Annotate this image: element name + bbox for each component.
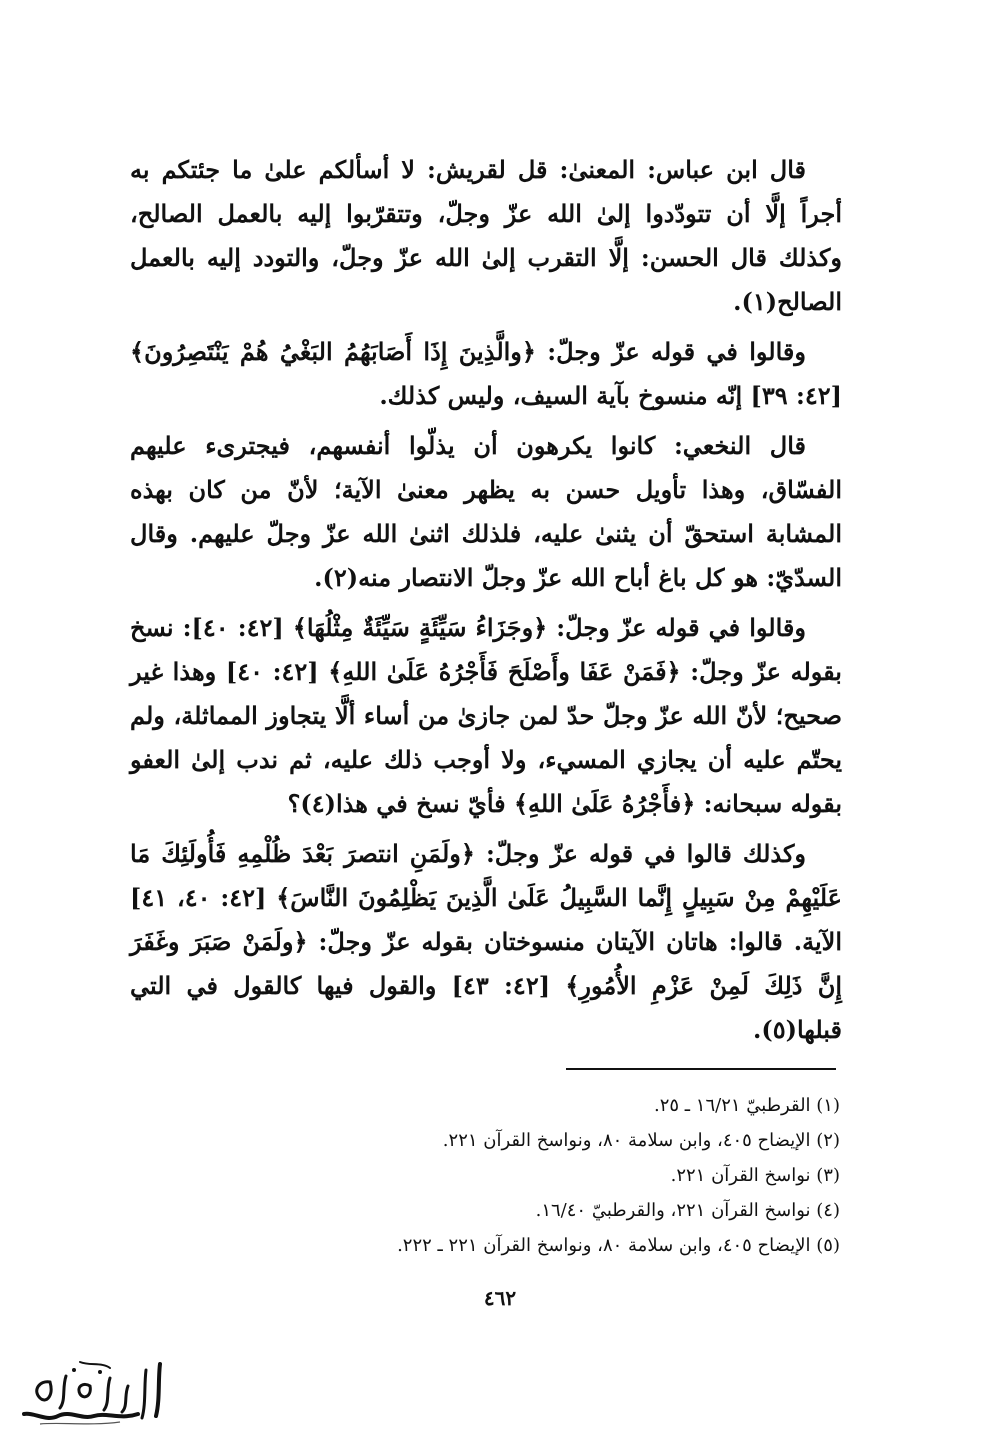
- footnote-3: (٣) نواسخ القرآن ٢٢١.: [670, 1165, 840, 1186]
- calligraphy-stamp-icon: [10, 1356, 170, 1430]
- paragraph-2: وقالوا في قوله عزّ وجلّ: ﴿والَّذِينَ إِذَا أَصَابَهُمُ البَغْيُ هُمْ يَنْتَصِرُونَ﴾ [٤٢: ٣٩] إنّه منسوخ بآية السيف، وليس كذلك.: [130, 337, 842, 410]
- footnote-separator: [566, 1068, 836, 1070]
- paragraph-5: وكذلك قالوا في قوله عزّ وجلّ: ﴿ولَمَنِ انتصرَ بَعْدَ ظُلْمِهِ فَأُولَئِكَ مَا عَلَيْهِمْ مِنْ سَبِيلٍ إِنَّما السَّبِيلُ عَلَىٰ الَّذِينَ يَظْلِمُونَ النَّاسَ﴾ [٤٢: ٤٠، ٤١] الآية. قالوا: هاتان الآيتان منسوختان بقوله عزّ وجلّ: ﴿ولَمَنْ صَبَرَ وغَفَرَ إِنَّ ذَلِكَ لَمِنْ عَزْمِ الأُمُورِ﴾ [٤٢: ٤٣] والقول فيها كالقول في التي قبلها(٥).: [130, 839, 843, 1044]
- page-number: ٤٦٢: [483, 1286, 517, 1310]
- paragraph-3: قال النخعي: كانوا يكرهون أن يذلّوا أنفسهم، فيجترىء عليهم الفسّاق، وهذا تأويل حسن به يظهر معنىٰ الآية؛ لأنّ من كان بهذه المشابة استحقّ أن يثنىٰ عليه، فلذلك اثنىٰ الله عزّ وجلّ عليهم. وقال السدّيّ: هو كل باغ أباح الله عزّ وجلّ الانتصار منه(٢).: [130, 431, 842, 592]
- footnote-4: (٤) نواسخ القرآن ٢٢١، والقرطبيّ ١٦/٤٠.: [535, 1200, 840, 1221]
- footnote-2: (٢) الإيضاح ٤٠٥، وابن سلامة ٨٠، ونواسخ القرآن ٢٢١.: [442, 1130, 840, 1151]
- footnote-1: (١) القرطبيّ ١٦/٢١ ـ ٢٥.: [654, 1095, 840, 1116]
- calligraphy-stamp-logo: [10, 1356, 170, 1430]
- paragraph-1: قال ابن عباس: المعنىٰ: قل لقريش: لا أسألكم علىٰ ما جئتكم به أجراً إلَّا أن تتودّدوا إلىٰ الله عزّ وجلّ، وتتقرّبوا إليه بالعمل الصالح، وكذلك قال الحسن: إلَّا التقرب إلىٰ الله عزّ وجلّ، والتودد إليه بالعمل الصالح(١).: [130, 155, 842, 316]
- footnotes: [150, 1088, 840, 1263]
- main-text: [130, 148, 842, 1058]
- footnote-5: (٥) الإيضاح ٤٠٥، وابن سلامة ٨٠، ونواسخ القرآن ٢٢١ ـ ٢٢٢.: [397, 1235, 840, 1256]
- paragraph-4: وقالوا في قوله عزّ وجلّ: ﴿وجَزَاءُ سَيِّئَةٍ سَيِّئَةٌ مِثْلُهَا﴾ [٤٢: ٤٠]: نسخ بقوله عزّ وجلّ: ﴿فَمَنْ عَفَا وأَصْلَحَ فَأَجْرُهُ عَلَىٰ اللهِ﴾ [٤٢: ٤٠] وهذا غير صحيح؛ لأنّ الله عزّ وجلّ حدّ لمن جازىٰ من أساء ألَّا يتجاوز المماثلة، ولم يحتّم عليه أن يجازي المسيء، ولا أوجب ذلك عليه، ثم ندب إلىٰ العفو بقوله سبحانه: ﴿فأَجْرُهُ عَلَىٰ اللهِ﴾ فأيّ نسخ في هذا(٤)؟: [130, 613, 842, 818]
